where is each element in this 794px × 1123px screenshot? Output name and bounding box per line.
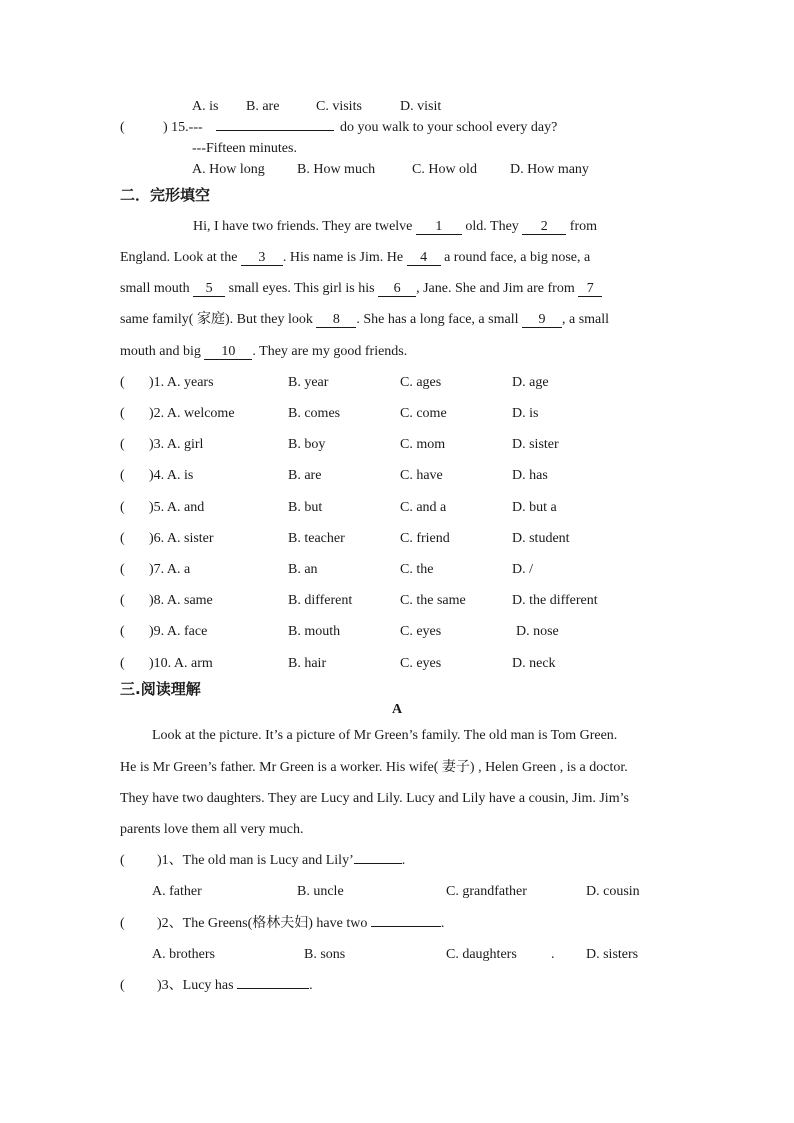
cloze-q10-option-c: C. eyes bbox=[400, 656, 442, 671]
reading-q2-dot: . bbox=[551, 947, 555, 962]
reading-q1-option-a: A. father bbox=[152, 884, 202, 899]
cloze-line-4: same family( 家庭). But they look 8 . She has a long face, a small 9 , a small bbox=[120, 312, 610, 327]
reading-q2-option-a: A. brothers bbox=[152, 947, 215, 962]
cloze-q5-paren: ( bbox=[120, 500, 125, 515]
reading-line-2: He is Mr Green’s father. Mr Green is a worker. His wife( 妻子) , Helen Green , is a doctor. bbox=[120, 760, 628, 775]
reading-q2-option-c: C. daughters bbox=[446, 947, 517, 962]
cloze-q10-paren: ( bbox=[120, 656, 125, 671]
reading-q2-stem: )2、The Greens(格林夫妇) have two . bbox=[157, 916, 445, 931]
reading-q3-stem: )3、Lucy has . bbox=[157, 978, 313, 993]
q15-number: ) 15.--- bbox=[163, 120, 203, 135]
cloze-q4-option-a: )4. A. is bbox=[149, 468, 194, 483]
cloze-q2-option-c: C. come bbox=[400, 406, 447, 421]
section-2-title: 二．完形填空 bbox=[120, 186, 211, 204]
cloze-q7-option-c: C. the bbox=[400, 562, 434, 577]
cloze-q4-option-b: B. are bbox=[288, 468, 322, 483]
q15-paren-open: ( bbox=[120, 120, 125, 135]
q14-option-c: C. visits bbox=[316, 99, 362, 114]
cloze-q2-paren: ( bbox=[120, 406, 125, 421]
reading-q2-paren: ( bbox=[120, 916, 125, 931]
reading-q1-paren: ( bbox=[120, 853, 125, 868]
cloze-q4-option-d: D. has bbox=[512, 468, 548, 483]
cloze-q1-option-b: B. year bbox=[288, 375, 329, 390]
cloze-q6-option-a: )6. A. sister bbox=[149, 531, 214, 546]
section-3-title: 三.阅读理解 bbox=[120, 680, 201, 698]
cloze-q7-option-a: )7. A. a bbox=[149, 562, 191, 577]
q14-option-b: B. are bbox=[246, 99, 280, 114]
reading-line-1: Look at the picture. It’s a picture of Mr Green’s family. The old man is Tom Green. bbox=[152, 728, 618, 743]
cloze-q9-option-c: C. eyes bbox=[400, 624, 442, 639]
q15-option-d: D. How many bbox=[510, 162, 589, 177]
cloze-line-3: small mouth 5 small eyes. This girl is his 6 , Jane. She and Jim are from 7 bbox=[120, 280, 602, 298]
reading-q1-option-b: B. uncle bbox=[297, 884, 344, 899]
reading-q2-option-d: D. sisters bbox=[586, 947, 639, 962]
cloze-q8-option-d: D. the different bbox=[512, 593, 598, 608]
cloze-q10-option-d: D. neck bbox=[512, 656, 556, 671]
cloze-q1-paren: ( bbox=[120, 375, 125, 390]
cloze-q5-option-c: C. and a bbox=[400, 500, 447, 515]
q15-blank[interactable] bbox=[216, 119, 334, 137]
cloze-q8-option-b: B. different bbox=[288, 593, 353, 608]
cloze-q3-option-c: C. mom bbox=[400, 437, 446, 452]
reading-line-4: parents love them all very much. bbox=[120, 822, 304, 837]
cloze-q1-option-a: )1. A. years bbox=[149, 375, 214, 390]
cloze-q3-option-b: B. boy bbox=[288, 437, 326, 452]
cloze-q1-option-c: C. ages bbox=[400, 375, 442, 390]
q14-option-d: D. visit bbox=[400, 99, 442, 114]
cloze-q2-option-d: D. is bbox=[512, 406, 539, 421]
reading-q1-stem: )1、The old man is Lucy and Lily’ . bbox=[157, 853, 406, 868]
cloze-q9-paren: ( bbox=[120, 624, 125, 639]
reading-q1-option-c: C. grandfather bbox=[446, 884, 527, 899]
cloze-q6-option-c: C. friend bbox=[400, 531, 450, 546]
cloze-q10-option-b: B. hair bbox=[288, 656, 327, 671]
cloze-line-1: Hi, I have two friends. They are twelve 1 old. They 2 from bbox=[193, 219, 598, 234]
passage-a-label: A bbox=[391, 702, 403, 717]
cloze-q6-option-d: D. student bbox=[512, 531, 570, 546]
cloze-q1-option-d: D. age bbox=[512, 375, 549, 390]
reading-q1-option-d: D. cousin bbox=[586, 884, 640, 899]
cloze-q7-option-d: D. / bbox=[512, 562, 533, 577]
cloze-line-2: England. Look at the 3 . His name is Jim. He 4 a round face, a big nose, a bbox=[120, 250, 591, 265]
cloze-q8-option-a: )8. A. same bbox=[149, 593, 213, 608]
reading-q3-paren: ( bbox=[120, 978, 125, 993]
q14-option-a: A. is bbox=[192, 99, 219, 114]
cloze-q7-option-b: B. an bbox=[288, 562, 318, 577]
cloze-q10-option-a: )10. A. arm bbox=[149, 656, 213, 671]
cloze-q4-option-c: C. have bbox=[400, 468, 443, 483]
cloze-q3-paren: ( bbox=[120, 437, 125, 452]
cloze-q4-paren: ( bbox=[120, 468, 125, 483]
cloze-q5-option-a: )5. A. and bbox=[149, 500, 205, 515]
q15-option-c: C. How old bbox=[412, 162, 477, 177]
cloze-line-5: mouth and big 10 . They are my good friends. bbox=[120, 344, 408, 359]
cloze-q7-paren: ( bbox=[120, 562, 125, 577]
reading-line-3: They have two daughters. They are Lucy and Lily. Lucy and Lily have a cousin, Jim. Jim’s bbox=[120, 791, 629, 806]
cloze-q8-option-c: C. the same bbox=[400, 593, 466, 608]
cloze-q3-option-d: D. sister bbox=[512, 437, 559, 452]
cloze-q6-option-b: B. teacher bbox=[288, 531, 345, 546]
cloze-q5-option-d: D. but a bbox=[512, 500, 557, 515]
cloze-q9-option-a: )9. A. face bbox=[149, 624, 208, 639]
cloze-q9-option-d: D. nose bbox=[516, 624, 559, 639]
cloze-q2-option-a: )2. A. welcome bbox=[149, 406, 235, 421]
q15-answer-line: ---Fifteen minutes. bbox=[192, 141, 297, 156]
cloze-q5-option-b: B. but bbox=[288, 500, 323, 515]
cloze-q3-option-a: )3. A. girl bbox=[149, 437, 204, 452]
q15-option-a: A. How long bbox=[192, 162, 265, 177]
cloze-q9-option-b: B. mouth bbox=[288, 624, 341, 639]
cloze-q8-paren: ( bbox=[120, 593, 125, 608]
cloze-q6-paren: ( bbox=[120, 531, 125, 546]
cloze-q2-option-b: B. comes bbox=[288, 406, 341, 421]
q15-text: do you walk to your school every day? bbox=[340, 120, 558, 135]
reading-q2-option-b: B. sons bbox=[304, 947, 346, 962]
q15-option-b: B. How much bbox=[297, 162, 376, 177]
